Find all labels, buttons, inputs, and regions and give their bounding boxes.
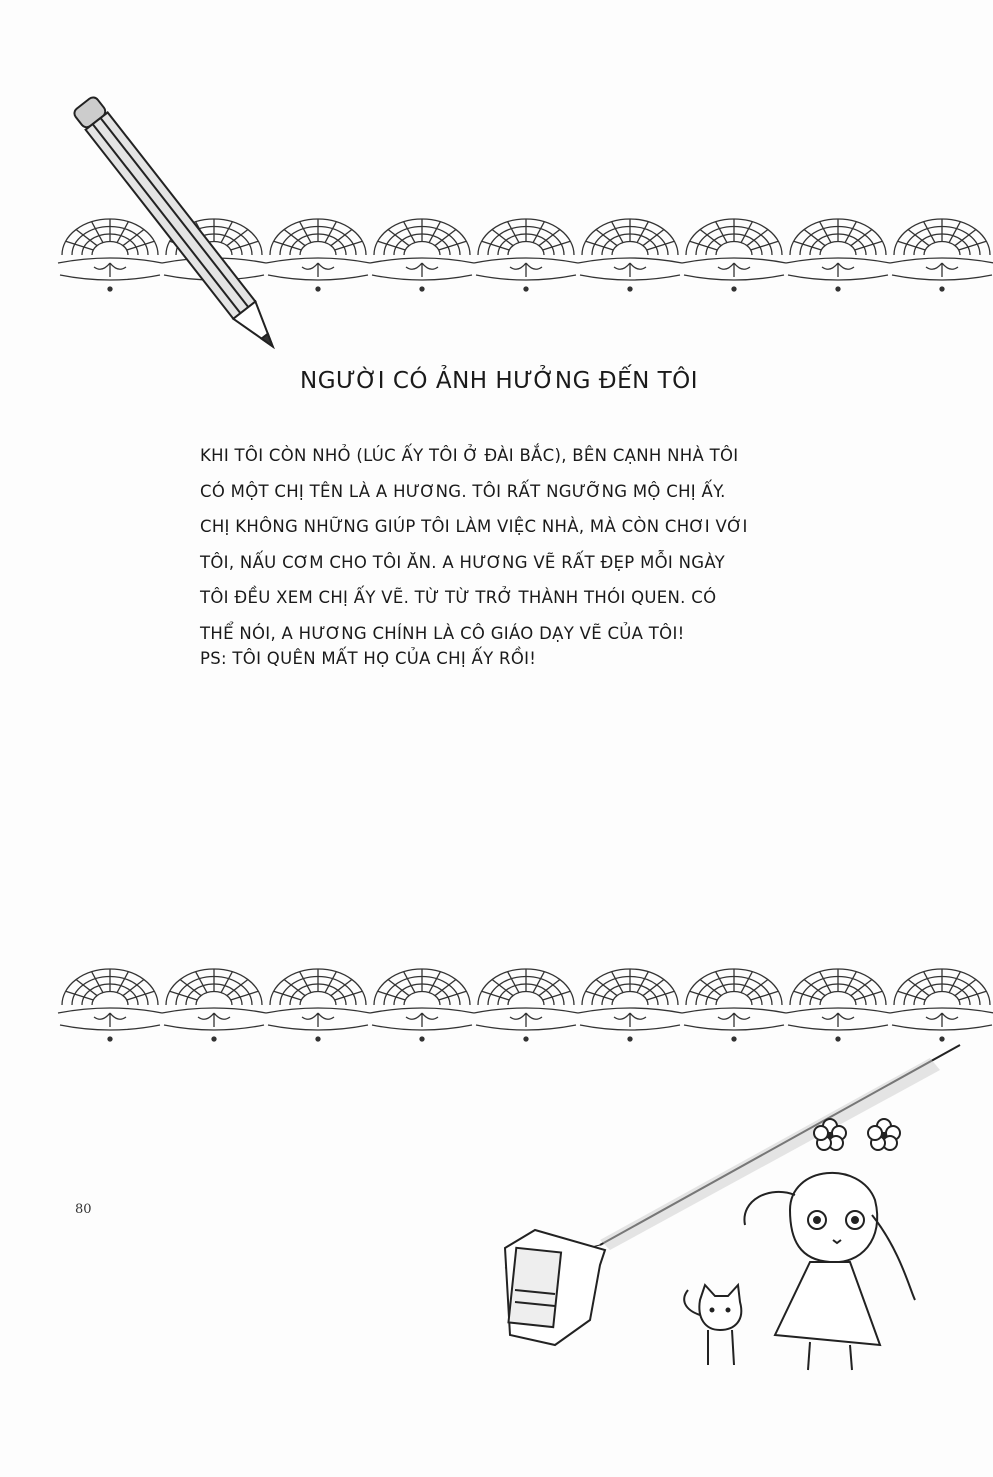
lace-fan	[890, 969, 993, 1041]
lace-fan	[786, 219, 890, 291]
page-number: 80	[75, 1202, 92, 1217]
lace-fan	[786, 969, 890, 1041]
body-text	[200, 438, 820, 673]
lace-fan	[682, 219, 786, 291]
screentone-shadow	[600, 1058, 940, 1250]
body-line: TÔI, NẤU CƠM CHO TÔI ĂN. A HƯƠNG VẼ RẤT ĐẸP MỖI NGÀY	[200, 552, 726, 572]
lace-border-bottom	[58, 969, 993, 1041]
flower-icon	[814, 1119, 900, 1150]
lace-fan	[162, 969, 266, 1041]
postscript-line: PS: TÔI QUÊN MẤT HỌ CỦA CHỊ ẤY RỒI!	[200, 649, 537, 668]
lace-fan	[266, 969, 370, 1041]
lace-fan	[474, 969, 578, 1041]
body-line: KHI TÔI CÒN NHỎ (LÚC ẤY TÔI Ở ĐÀI BẮC), BÊN CẠNH NHÀ TÔI	[200, 446, 739, 465]
lace-fan	[578, 219, 682, 291]
lace-fan	[58, 969, 162, 1041]
body-line: TÔI ĐỀU XEM CHỊ ẤY VẼ. TỪ TỪ TRỞ THÀNH THÓI QUEN. CÓ	[200, 588, 717, 607]
lace-fan	[578, 969, 682, 1041]
eraser-icon	[505, 1230, 605, 1345]
cat-character	[684, 1285, 741, 1365]
pencil-icon	[72, 95, 284, 355]
page-title: NGƯỜI CÓ ẢNH HƯỞNG ĐẾN TÔI	[300, 368, 699, 394]
lace-fan	[370, 969, 474, 1041]
body-line: THỂ NÓI, A HƯƠNG CHÍNH LÀ CÔ GIÁO DẠY VẼ CỦA TÔI!	[200, 623, 685, 643]
body-line: CÓ MỘT CHỊ TÊN LÀ A HƯƠNG. TÔI RẤT NGƯỠNG MỘ CHỊ ẤY.	[200, 481, 726, 501]
lace-fan	[266, 219, 370, 291]
girl-character	[744, 1173, 915, 1370]
lace-fan	[682, 969, 786, 1041]
lace-fan	[890, 219, 993, 291]
body-line: CHỊ KHÔNG NHỮNG GIÚP TÔI LÀM VIỆC NHÀ, MÀ CÒN CHƠI VỚI	[200, 517, 748, 536]
lace-fan	[370, 219, 474, 291]
lace-fan	[474, 219, 578, 291]
lace-fan	[58, 219, 162, 291]
